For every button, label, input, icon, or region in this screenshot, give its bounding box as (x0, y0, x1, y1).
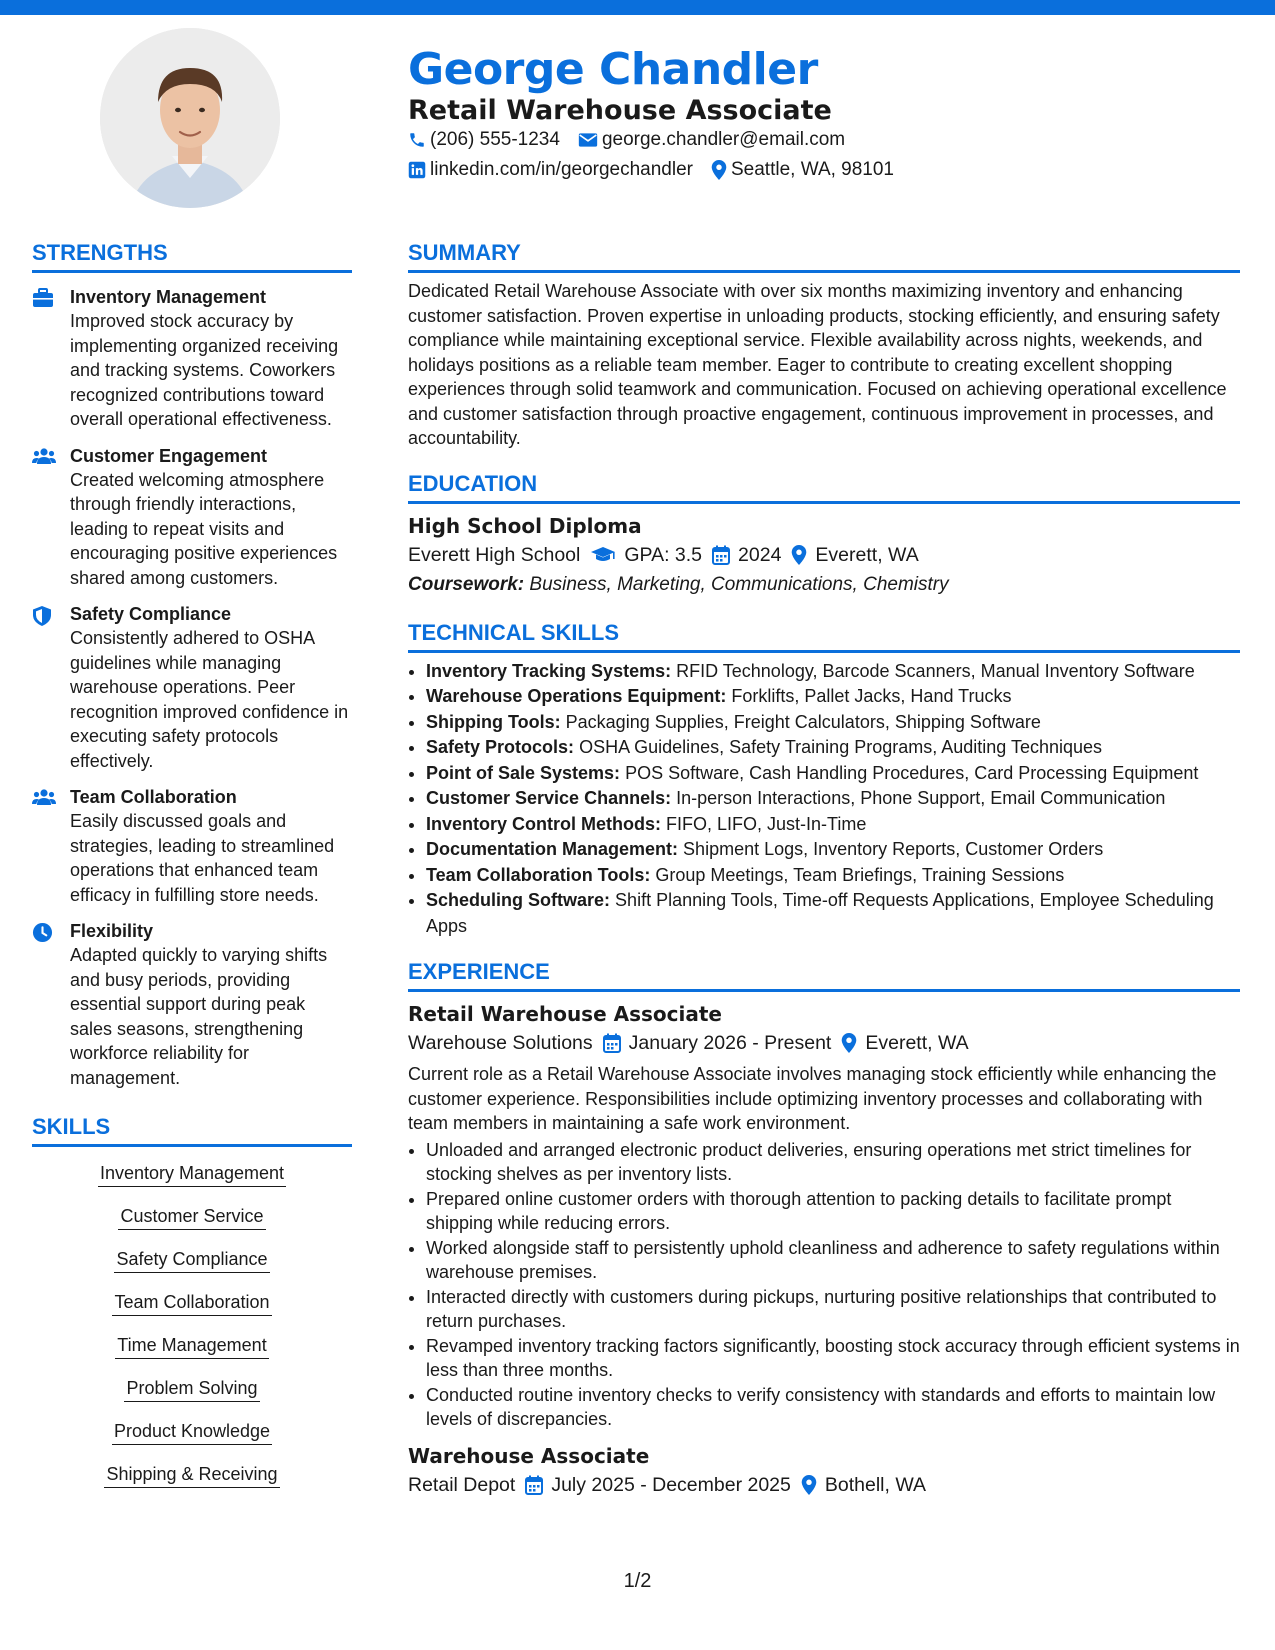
phone-text: (206) 555-1234 (430, 129, 560, 150)
technical-skill-item (426, 837, 1240, 863)
technical-skill-value: FIFO, LIFO, Just-In-Time (666, 813, 867, 834)
job-bullet: • Interacted directly with customers during pickups, nurturing positive relationships that contributed to return purchases. (426, 1285, 1240, 1334)
skills-list (32, 1161, 352, 1488)
technical-skill-value: Shipment Logs, Inventory Reports, Customer Orders (683, 839, 1104, 859)
skill-label: Shipping & Receiving (104, 1462, 279, 1488)
strength-description: Improved stock accuracy by implementing organized receiving and tracking systems. Coworkers recognized contributions toward overall operational effectiveness. (70, 311, 339, 429)
education-gpa (590, 540, 702, 570)
calendar-icon (603, 1033, 621, 1053)
technical-skill-item (426, 659, 1240, 685)
map-pin-icon (711, 160, 727, 180)
right-column (408, 238, 1240, 1500)
envelope-icon (578, 131, 598, 149)
technical-skill-item (426, 812, 1240, 838)
summary-heading: SUMMARY (408, 238, 1240, 273)
graduation-cap-icon (590, 546, 616, 564)
technical-skill-item (426, 735, 1240, 761)
education-meta (408, 540, 1240, 570)
skill-label: Team Collaboration (112, 1290, 271, 1316)
technical-skill-item (426, 786, 1240, 812)
technical-skill-item (426, 684, 1240, 710)
strength-body (70, 785, 352, 907)
strengths-heading: STRENGTHS (32, 238, 352, 273)
contact-location (711, 158, 894, 182)
strength-description: Adapted quickly to varying shifts and busy periods, providing essential support during peak sales seasons, strengthening workforce reliability for management. (70, 945, 328, 1088)
job-bullet: • Conducted routine inventory checks to verify consistency with standards and efforts to maintain low levels of discrepancies. (426, 1383, 1240, 1432)
candidate-name: George Chandler (408, 44, 818, 95)
contact-phone (408, 128, 560, 152)
technical-skill-value: Packaging Supplies, Freight Calculators, Shipping Software (565, 711, 1041, 732)
users-icon (32, 444, 56, 591)
technical-skill-value: In-person Interactions, Phone Support, Email Communication (676, 788, 1166, 808)
technical-skill-item (426, 863, 1240, 889)
strength-body (70, 285, 352, 432)
email-text: george.chandler@email.com (601, 129, 846, 150)
job-bullets (408, 1138, 1240, 1432)
strength-description: Easily discussed goals and strategies, leading to streamlined operations that enhanced team efficacy in fulfilling store needs. (70, 811, 335, 905)
strength-item (32, 602, 352, 773)
skill-item (32, 1376, 352, 1402)
skill-label: Inventory Management (98, 1161, 286, 1187)
strength-item (32, 285, 352, 432)
technical-skill-label: Customer Service Channels: (426, 788, 672, 808)
job-dates (525, 1470, 791, 1500)
education-degree: High School Diploma (408, 513, 642, 538)
location-text: Seattle, WA, 98101 (731, 159, 895, 180)
left-column (32, 238, 352, 1505)
job-dates (603, 1028, 832, 1058)
contact-email[interactable] (578, 128, 845, 152)
technical-skill-label: Warehouse Operations Equipment: (426, 686, 727, 706)
technical-skill-value: Forklifts, Pallet Jacks, Hand Trucks (731, 686, 1012, 706)
contact-row-2 (408, 158, 894, 182)
technical-skill-label: Shipping Tools: (426, 711, 561, 732)
coursework-text: Business, Marketing, Communications, Chemistry (529, 573, 949, 595)
job-location-text: Everett, WA (865, 1032, 969, 1054)
technical-skill-value: POS Software, Cash Handling Procedures, Card Processing Equipment (625, 762, 1199, 783)
job-title: Warehouse Associate (408, 1443, 650, 1468)
phone-icon (408, 131, 426, 149)
job-location-text: Bothell, WA (824, 1473, 927, 1496)
education-year (712, 540, 781, 570)
job-2 (408, 1442, 1240, 1500)
coursework-label: Coursework: (408, 573, 525, 595)
coursework (408, 570, 1240, 600)
technical-skills-list (408, 659, 1240, 940)
technical-skill-label: Team Collaboration Tools: (426, 864, 651, 885)
technical-skill-value: Group Meetings, Team Briefings, Training Sessions (655, 864, 1065, 885)
strength-title: Safety Compliance (70, 604, 232, 624)
skills-heading: SKILLS (32, 1112, 352, 1147)
map-pin-icon (801, 1475, 817, 1495)
job-location (801, 1470, 926, 1500)
strength-title: Inventory Management (70, 287, 267, 307)
strength-item (32, 919, 352, 1090)
strength-item (32, 444, 352, 591)
job-bullet: • Revamped inventory tracking factors significantly, boosting stock accuracy through efficient systems in less than three months. (426, 1334, 1240, 1383)
education-location (791, 540, 918, 570)
job-dates-text: July 2025 - December 2025 (551, 1473, 791, 1496)
technical-skill-label: Inventory Tracking Systems: (426, 660, 672, 681)
clock-icon (32, 919, 56, 1090)
skill-item (32, 1419, 352, 1445)
calendar-icon (712, 545, 730, 565)
technical-skill-label: Point of Sale Systems: (426, 762, 621, 783)
job-meta (408, 1470, 1240, 1500)
top-accent-bar (0, 0, 1275, 15)
summary-text: Dedicated Retail Warehouse Associate with over six months maximizing inventory and enhancing customer satisfaction. Proven expertise in unloading products, stocking efficiently, and ensuring safety compliance while maintaining exceptional service. Flexible availability across nights, weekends, and holidays positions as a reliable team member. Eager to contribute to creating excellent shopping experiences through solid teamwork and communication. Focused on achieving operational excellence and customer satisfaction through proactive engagement, continuous improvement in processes, and accountability. (408, 281, 1227, 448)
job-dates-text: January 2026 - Present (628, 1032, 832, 1054)
strengths-list (32, 285, 352, 1090)
job-bullet: • Worked alongside staff to persistently uphold cleanliness and adherence to safety regulations within warehouse premises. (426, 1236, 1240, 1285)
shield-icon (32, 602, 56, 773)
map-pin-icon (791, 545, 807, 565)
technical-skill-value: Shift Planning Tools, Time-off Requests Applications, Employee Scheduling Apps (426, 890, 1214, 936)
skill-item (32, 1247, 352, 1273)
technical-skill-value: OSHA Guidelines, Safety Training Programs, Auditing Techniques (579, 737, 1103, 757)
strength-body (70, 919, 352, 1090)
job-location (841, 1028, 968, 1058)
technical-skill-label: Documentation Management: (426, 839, 679, 859)
job-company: Warehouse Solutions (408, 1032, 593, 1054)
strength-title: Flexibility (70, 921, 154, 941)
strength-description: Consistently adhered to OSHA guidelines while managing warehouse operations. Peer recognition improved confidence in executing safety protocols effectively. (70, 628, 349, 771)
experience-heading: EXPERIENCE (408, 957, 1240, 992)
linkedin-text: linkedin.com/in/georgechandler (430, 159, 693, 180)
strength-title: Team Collaboration (70, 787, 237, 807)
job-bullet: • Unloaded and arranged electronic product deliveries, ensuring operations met strict timelines for stocking shelves as per inventory lists. (426, 1138, 1240, 1187)
skill-item (32, 1290, 352, 1316)
year-text: 2024 (738, 543, 782, 566)
calendar-icon (525, 1475, 543, 1495)
job-bullet: • Prepared online customer orders with thorough attention to packing details to facilitate prompt shipping while reducing errors. (426, 1187, 1240, 1236)
strength-description: Created welcoming atmosphere through friendly interactions, leading to repeat visits and encouraging positive experiences shared among customers. (70, 469, 338, 588)
technical-skill-label: Inventory Control Methods: (426, 813, 661, 834)
contact-row-1 (408, 128, 845, 152)
technical-skill-label: Scheduling Software: (426, 890, 611, 910)
users-icon (32, 785, 56, 907)
technical-skill-value: RFID Technology, Barcode Scanners, Manual Inventory Software (676, 660, 1195, 681)
strength-title: Customer Engagement (70, 445, 268, 466)
technical-skill-item (426, 710, 1240, 736)
skill-item (32, 1204, 352, 1230)
profile-photo (100, 28, 280, 208)
skill-label: Product Knowledge (112, 1419, 272, 1445)
technical-skill-item (426, 761, 1240, 787)
education-heading: EDUCATION (408, 469, 1240, 504)
skill-item (32, 1333, 352, 1359)
linkedin-icon (408, 161, 426, 179)
job-meta (408, 1028, 1240, 1058)
skill-item (32, 1161, 352, 1187)
education-location-text: Everett, WA (815, 543, 919, 566)
education-school: Everett High School (408, 543, 581, 566)
briefcase-icon (32, 285, 56, 432)
skill-label: Safety Compliance (114, 1247, 269, 1273)
gpa-text: GPA: 3.5 (624, 543, 703, 566)
strength-body (70, 444, 352, 591)
job-title: Retail Warehouse Associate (408, 1002, 722, 1026)
technical-skills-heading: TECHNICAL SKILLS (408, 618, 1240, 653)
technical-skill-item (426, 888, 1240, 939)
skill-item (32, 1462, 352, 1488)
contact-linkedin[interactable] (408, 158, 693, 182)
page-number: 1/2 (623, 1570, 652, 1592)
strength-body (70, 602, 352, 773)
strength-item (32, 785, 352, 907)
job-1 (408, 1000, 1240, 1432)
technical-skill-label: Safety Protocols: (426, 737, 575, 757)
job-summary: Current role as a Retail Warehouse Associate involves managing stock efficiently while enhancing the customer experience. Responsibilities include optimizing inventory processes and collaborating with team members in maintaining a safe work environment. (408, 1064, 1217, 1133)
map-pin-icon (841, 1033, 857, 1053)
skill-label: Time Management (115, 1333, 268, 1359)
skill-label: Problem Solving (124, 1376, 259, 1402)
candidate-role: Retail Warehouse Associate (408, 95, 832, 126)
job-company: Retail Depot (408, 1473, 516, 1496)
skill-label: Customer Service (118, 1204, 265, 1230)
